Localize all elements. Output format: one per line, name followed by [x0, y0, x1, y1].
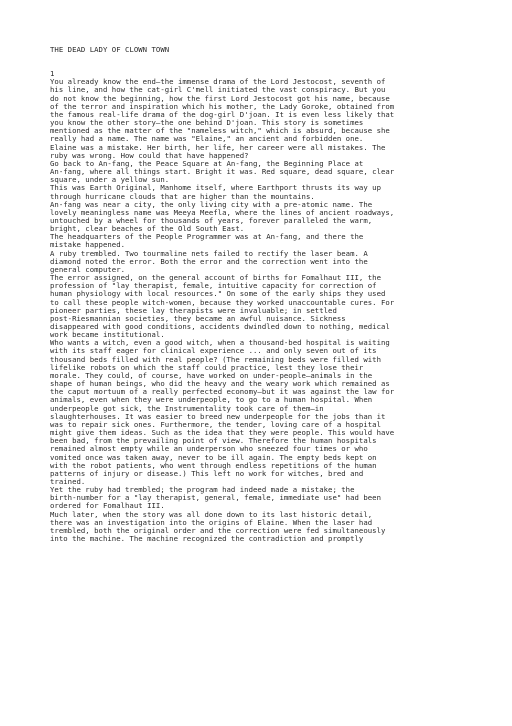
body-line: the famous real-life drama of the dog-girl D'joan. It is even less likely that: [50, 109, 395, 119]
body-line: Much later, when the story was all done down to its last historic detail,: [50, 509, 373, 519]
body-line: This was Earth Original, Manhome itself, where Earthport thrusts its way up: [50, 183, 381, 193]
body-line: diamond noted the error. Both the error and the correction went into the: [50, 256, 368, 266]
body-line: his line, and how the cat-girl C'mell initiated the vast conspiracy. But you: [50, 85, 386, 95]
body-line: the caput mortuum of a really perfected economy—but it was against the law for: [50, 387, 395, 397]
body-line: An-fang, where all things start. Bright it was. Red square, dead square, clear: [50, 167, 395, 177]
body-line: trained.: [50, 476, 86, 486]
body-line: trembled, both the original order and the correction were fed simultaneously: [50, 525, 386, 535]
body-line: with its staff eager for clinical experience ... and only seven out of its: [50, 346, 377, 356]
body-line: to call these people witch-women, because they worked unaccountable cures. For: [50, 297, 395, 307]
document-title: THE DEAD LADY OF CLOWN TOWN: [50, 45, 170, 54]
body-line: The headquarters of the People Programmer was at An-fang, and there the: [50, 232, 364, 242]
body-line: Yet the ruby had trembled; the program had indeed made a mistake; the: [50, 485, 355, 495]
body-line: patterns of injury or disease.) This left no work for witches, bred and: [50, 468, 364, 478]
body-line: really had a name. The name was "Elaine," an ancient and forbidden one.: [50, 134, 364, 144]
body-line: do not know the beginning, how the first Lord Jestocost got his name, because: [50, 93, 390, 103]
body-line: A ruby trembled. Two tourmaline nets failed to rectify the laser beam. A: [50, 248, 368, 258]
body-line: vomited once was taken away, never to be ill again. The empty beds kept on: [50, 452, 377, 462]
body-line: The error assigned, on the general account of births for Fomalhaut III, the: [50, 273, 381, 283]
body-line: lifelike robots on which the staff could practice, lest they lose their: [50, 362, 364, 372]
body-line: general computer.: [50, 264, 126, 274]
body-line: through hurricane clouds that are higher than the mountains.: [50, 191, 315, 201]
body-line: shape of human beings, who did the heavy and the weary work which remained as: [50, 379, 390, 389]
body-line: ordered for Fomalhaut III.: [50, 501, 165, 511]
body-line: mentioned as the matter of the "nameless witch," which is absurd, because she: [50, 126, 390, 136]
body-line: been bad, from the prevailing point of view. Therefore the human hospitals: [50, 436, 377, 446]
body-line: square, under a yellow sun.: [50, 175, 170, 185]
body-line: mistake happened.: [50, 240, 126, 250]
body-line: You already know the end—the immense drama of the Lord Jestocost, seventh of: [50, 77, 386, 87]
body-line: was to repair sick ones. Furthermore, the tender, loving care of a hospital: [50, 419, 381, 429]
body-line: there was an investigation into the origins of Elaine. When the laser had: [50, 517, 373, 527]
body-line: human physiology with local resources." On some of the early ships they used: [50, 289, 386, 299]
body-line: An-fang was near a city, the only living city with a pre-atomic name. The: [50, 199, 373, 209]
body-line: pioneer parties, these lay therapists were invaluable; in settled: [50, 305, 337, 315]
body-line: with the robot patients, who went through endless repetitions of the human: [50, 460, 377, 470]
body-line: remained almost empty while an underperson who sneezed four times or who: [50, 444, 368, 454]
body-line: into the machine. The machine recognized the contradiction and promptly: [50, 534, 364, 544]
body-line: Who wants a witch, even a good witch, when a thousand-bed hospital is waiting: [50, 338, 390, 348]
body-line: profession of "lay therapist, female, intuitive capacity for correction of: [50, 281, 377, 291]
chapter-number: 1: [50, 69, 55, 79]
body-line: you know the other story—the one behind D'joan. This story is sometimes: [50, 118, 364, 128]
body-line: morale. They could, of course, have worked on under-people—animals in the: [50, 370, 373, 380]
body-line: thousand beds filled with real people? (The remaining beds were filled with: [50, 354, 381, 364]
body-line: bright, clear beaches of the Old South East.: [50, 224, 245, 234]
body-line: animals, even when they were underpeople, to go to a human hospital. When: [50, 395, 373, 405]
body-line: post-Riesmannian societies, they became an awful nuisance. Sickness: [50, 313, 346, 323]
body-line: underpeople got sick, the Instrumentality took care of them—in: [50, 403, 324, 413]
body-line: might give them ideas. Such as the idea that they were people. This would have: [50, 428, 395, 438]
body-line: lovely meaningless name was Meeya Meefla, where the lines of ancient roadways,: [50, 207, 395, 217]
document-body: [50, 78, 490, 543]
body-line: untouched by a wheel for thousands of years, forever paralleled the warm,: [50, 215, 373, 225]
body-line: Elaine was a mistake. Her birth, her life, her career were all mistakes. The: [50, 142, 386, 152]
body-line: birth-number for a "lay therapist, general, female, immediate use" had been: [50, 493, 381, 503]
body-line: work became institutional.: [50, 330, 165, 340]
body-line: of the terror and inspiration which his mother, the Lady Goroke, obtained from: [50, 101, 395, 111]
body-line: slaughterhouses. It was easier to breed new underpeople for the jobs than it: [50, 411, 386, 421]
body-line: disappeared with good conditions, accidents dwindled down to nothing, medical: [50, 322, 390, 331]
body-line: Go back to An-fang, the Peace Square at An-fang, the Beginning Place at: [50, 158, 364, 168]
body-line: ruby was wrong. How could that have happened?: [50, 150, 249, 160]
document-page: [50, 46, 490, 543]
